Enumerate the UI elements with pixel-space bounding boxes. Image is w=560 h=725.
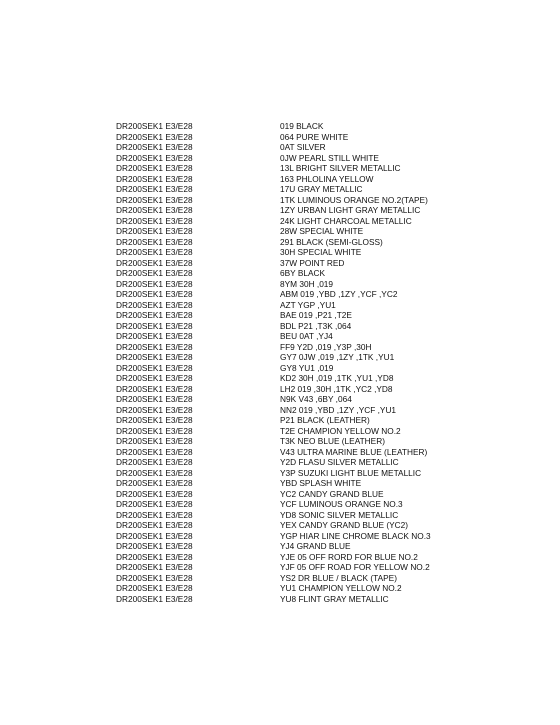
list-item — [116, 531, 456, 542]
color-code: BDL P21 ,T3K ,064 — [280, 320, 352, 331]
color-code: YBD SPLASH WHITE — [280, 478, 362, 488]
model-code: DR200SEK1 E3/E28 — [116, 457, 193, 467]
list-item — [116, 279, 456, 290]
list-item — [116, 415, 456, 426]
list-item — [116, 573, 456, 584]
color-code: Y3P SUZUKI LIGHT BLUE METALLIC — [280, 467, 422, 478]
model-code: DR200SEK1 E3/E28 — [116, 121, 193, 131]
list-item — [116, 562, 456, 573]
list-item — [116, 310, 456, 321]
list-item — [116, 373, 456, 384]
color-code: 1ZY URBAN LIGHT GRAY METALLIC — [280, 205, 421, 215]
color-code: 13L BRIGHT SILVER METALLIC — [280, 163, 401, 173]
model-code: DR200SEK1 E3/E28 — [116, 562, 193, 572]
list-item — [116, 163, 456, 174]
model-code: DR200SEK1 E3/E28 — [116, 215, 193, 226]
color-code: P21 BLACK (LEATHER) — [280, 415, 370, 425]
color-code: 291 BLACK (SEMI-GLOSS) — [280, 236, 383, 247]
model-code: DR200SEK1 E3/E28 — [116, 373, 193, 383]
color-code: YU1 CHAMPION YELLOW NO.2 — [280, 583, 402, 593]
color-code: GY8 YU1 ,019 — [280, 362, 334, 373]
model-code: DR200SEK1 E3/E28 — [116, 331, 193, 341]
model-code: DR200SEK1 E3/E28 — [116, 163, 193, 173]
color-code: 1TK LUMINOUS ORANGE NO.2(TAPE) — [280, 194, 428, 205]
color-code: T2E CHAMPION YELLOW NO.2 — [280, 425, 401, 436]
color-code: YJF 05 OFF ROAD FOR YELLOW NO.2 — [280, 562, 430, 572]
color-code-list — [116, 121, 456, 604]
model-code: DR200SEK1 E3/E28 — [116, 299, 193, 310]
list-item — [116, 174, 456, 185]
color-code: 0JW PEARL STILL WHITE — [280, 152, 379, 163]
model-code: DR200SEK1 E3/E28 — [116, 425, 193, 436]
color-code: Y2D FLASU SILVER METALLIC — [280, 457, 399, 467]
color-code: BEU 0AT ,YJ4 — [280, 331, 333, 341]
color-code: N9K V43 ,6BY ,064 — [280, 394, 352, 404]
color-code: 8YM 30H ,019 — [280, 278, 334, 289]
model-code: DR200SEK1 E3/E28 — [116, 194, 193, 205]
model-code: DR200SEK1 E3/E28 — [116, 520, 193, 530]
list-item — [116, 352, 456, 363]
list-item — [116, 447, 456, 458]
model-code: DR200SEK1 E3/E28 — [116, 394, 193, 404]
color-code: FF9 Y2D ,019 ,Y3P ,30H — [280, 341, 372, 352]
color-code: YGP HIAR LINE CHROME BLACK NO.3 — [280, 530, 431, 541]
list-item — [116, 384, 456, 395]
list-item — [116, 237, 456, 248]
list-item — [116, 394, 456, 405]
model-code: DR200SEK1 E3/E28 — [116, 583, 193, 593]
list-item — [116, 300, 456, 311]
color-code: NN2 019 ,YBD ,1ZY ,YCF ,YU1 — [280, 404, 397, 415]
list-item — [116, 541, 456, 552]
color-code: 0AT SILVER — [280, 142, 326, 152]
list-item — [116, 132, 456, 143]
color-code: 30H SPECIAL WHITE — [280, 247, 362, 257]
model-code: DR200SEK1 E3/E28 — [116, 341, 193, 352]
model-code: DR200SEK1 E3/E28 — [116, 362, 193, 373]
color-code: ABM 019 ,YBD ,1ZY ,YCF ,YC2 — [280, 289, 398, 299]
color-code: LH2 019 ,30H ,1TK ,YC2 ,YD8 — [280, 383, 393, 394]
list-item — [116, 520, 456, 531]
model-code: DR200SEK1 E3/E28 — [116, 173, 193, 184]
color-code: YCF LUMINOUS ORANGE NO.3 — [280, 499, 403, 509]
list-item — [116, 184, 456, 195]
model-code: DR200SEK1 E3/E28 — [116, 236, 193, 247]
model-code: DR200SEK1 E3/E28 — [116, 257, 193, 268]
model-code: DR200SEK1 E3/E28 — [116, 530, 193, 541]
model-code: DR200SEK1 E3/E28 — [116, 509, 193, 520]
model-code: DR200SEK1 E3/E28 — [116, 278, 193, 289]
list-item — [116, 216, 456, 227]
color-code: YD8 SONIC SILVER METALLIC — [280, 509, 399, 520]
model-code: DR200SEK1 E3/E28 — [116, 131, 193, 142]
list-item — [116, 489, 456, 500]
model-code: DR200SEK1 E3/E28 — [116, 467, 193, 478]
list-item — [116, 583, 456, 594]
model-code: DR200SEK1 E3/E28 — [116, 152, 193, 163]
color-code: BAE 019 ,P21 ,T2E — [280, 310, 352, 320]
list-item — [116, 331, 456, 342]
color-code: 019 BLACK — [280, 121, 324, 131]
color-code: YEX CANDY GRAND BLUE (YC2) — [280, 520, 409, 530]
list-item — [116, 478, 456, 489]
model-code: DR200SEK1 E3/E28 — [116, 205, 193, 215]
model-code: DR200SEK1 E3/E28 — [116, 320, 193, 331]
list-item — [116, 142, 456, 153]
model-code: DR200SEK1 E3/E28 — [116, 352, 193, 362]
color-code: YS2 DR BLUE / BLACK (TAPE) — [280, 572, 397, 583]
model-code: DR200SEK1 E3/E28 — [116, 572, 193, 583]
color-code: AZT YGP ,YU1 — [280, 299, 336, 310]
model-code: DR200SEK1 E3/E28 — [116, 446, 193, 457]
model-code: DR200SEK1 E3/E28 — [116, 383, 193, 394]
color-code: V43 ULTRA MARINE BLUE (LEATHER) — [280, 446, 428, 457]
model-code: DR200SEK1 E3/E28 — [116, 551, 193, 562]
color-code: 064 PURE WHITE — [280, 131, 349, 142]
list-item — [116, 258, 456, 269]
list-item — [116, 510, 456, 521]
list-item — [116, 121, 456, 132]
list-item — [116, 457, 456, 468]
list-item — [116, 405, 456, 416]
model-code: DR200SEK1 E3/E28 — [116, 404, 193, 415]
model-code: DR200SEK1 E3/E28 — [116, 541, 193, 551]
list-item — [116, 468, 456, 479]
color-code: YJE 05 OFF RORD FOR BLUE NO.2 — [280, 551, 418, 562]
color-code: KD2 30H ,019 ,1TK ,YU1 ,YD8 — [280, 373, 394, 383]
list-item — [116, 195, 456, 206]
color-code: 6BY BLACK — [280, 268, 326, 278]
color-code: 17U GRAY METALLIC — [280, 184, 363, 194]
color-code: YC2 CANDY GRAND BLUE — [280, 488, 384, 499]
list-item — [116, 552, 456, 563]
list-item — [116, 363, 456, 374]
color-code: 24K LIGHT CHARCOAL METALLIC — [280, 215, 412, 226]
model-code: DR200SEK1 E3/E28 — [116, 226, 193, 236]
model-code: DR200SEK1 E3/E28 — [116, 478, 193, 488]
model-code: DR200SEK1 E3/E28 — [116, 184, 193, 194]
list-item — [116, 153, 456, 164]
color-code: GY7 0JW ,019 ,1ZY ,1TK ,YU1 — [280, 352, 395, 362]
list-item — [116, 342, 456, 353]
model-code: DR200SEK1 E3/E28 — [116, 142, 193, 152]
model-code: DR200SEK1 E3/E28 — [116, 310, 193, 320]
list-item — [116, 499, 456, 510]
model-code: DR200SEK1 E3/E28 — [116, 415, 193, 425]
list-item — [116, 226, 456, 237]
color-code: YJ4 GRAND BLUE — [280, 541, 351, 551]
color-code: 163 PHLOLINA YELLOW — [280, 173, 374, 184]
list-item — [116, 321, 456, 332]
model-code: DR200SEK1 E3/E28 — [116, 436, 193, 446]
list-item — [116, 247, 456, 258]
model-code: DR200SEK1 E3/E28 — [116, 268, 193, 278]
list-item — [116, 268, 456, 279]
list-item — [116, 594, 456, 605]
list-item — [116, 436, 456, 447]
model-code: DR200SEK1 E3/E28 — [116, 289, 193, 299]
color-code: 28W SPECIAL WHITE — [280, 226, 364, 236]
model-code: DR200SEK1 E3/E28 — [116, 593, 193, 604]
model-code: DR200SEK1 E3/E28 — [116, 247, 193, 257]
list-item — [116, 205, 456, 216]
model-code: DR200SEK1 E3/E28 — [116, 488, 193, 499]
color-code: 37W POINT RED — [280, 257, 345, 268]
color-code: YU8 FLINT GRAY METALLIC — [280, 593, 389, 604]
model-code: DR200SEK1 E3/E28 — [116, 499, 193, 509]
color-code: T3K NEO BLUE (LEATHER) — [280, 436, 385, 446]
list-item — [116, 289, 456, 300]
list-item — [116, 426, 456, 437]
